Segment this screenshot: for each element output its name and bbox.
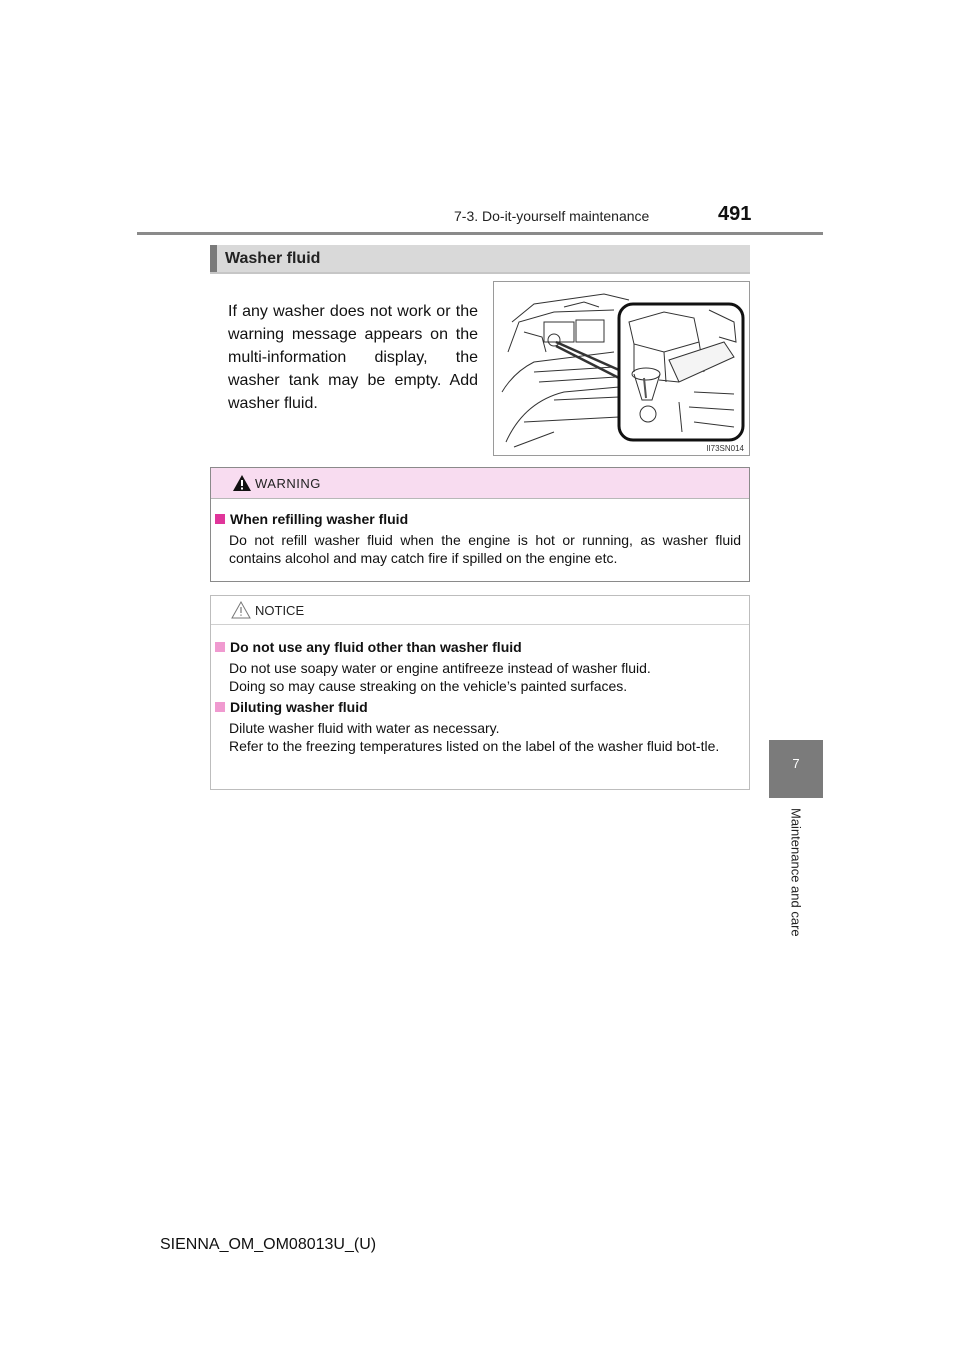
notice-box <box>210 595 750 790</box>
warning-title: WARNING <box>255 476 321 491</box>
washer-fluid-illustration <box>493 281 750 456</box>
square-bullet-icon <box>215 702 225 712</box>
notice-header-divider <box>211 624 749 625</box>
header-rule <box>137 232 823 235</box>
notice-item-text <box>229 719 741 755</box>
section-heading-marker <box>210 245 217 272</box>
notice-item-heading-text: Diluting washer fluid <box>230 699 368 715</box>
document-code: SIENNA_OM_OM08013U_(U) <box>160 1236 377 1253</box>
warning-box <box>210 467 750 582</box>
warning-item-heading-text: When refilling washer fluid <box>230 511 409 527</box>
chapter-label-wrap <box>769 808 823 958</box>
chapter-tab <box>769 740 823 798</box>
section-body-text: If any washer does not work or the warning message appears on the multi-information display, the washer tank may be empty. Add washer fluid. <box>228 303 478 412</box>
notice-item-heading <box>215 639 522 655</box>
notice-item-line: Refer to the freezing temperatures listed on the label of the washer fluid bot-tle. <box>229 738 720 754</box>
square-bullet-icon <box>215 514 225 524</box>
notice-title: NOTICE <box>255 603 305 618</box>
illustration-code: II73SN014 <box>706 444 744 453</box>
notice-triangle-icon <box>231 601 251 619</box>
warning-triangle-icon <box>233 475 251 491</box>
warning-header <box>211 468 749 499</box>
square-bullet-icon <box>215 642 225 652</box>
section-heading <box>210 245 750 274</box>
notice-item-line: Dilute washer fluid with water as necessary. <box>229 720 500 736</box>
notice-item-text <box>229 659 741 695</box>
notice-item-line: Doing so may cause streaking on the vehicle’s painted surfaces. <box>229 678 628 694</box>
warning-item-text: Do not refill washer fluid when the engine is hot or running, as washer fluid contains alcohol and may catch fire if spilled on the engine etc. <box>229 532 741 566</box>
page-number: 491 <box>718 203 752 225</box>
chapter-title: Maintenance and care <box>788 808 804 937</box>
chapter-number: 7 <box>792 756 800 771</box>
notice-item-line: Do not use soapy water or engine antifreeze instead of washer fluid. <box>229 660 651 676</box>
engine-bay-drawing <box>494 282 749 455</box>
notice-item-heading <box>215 699 368 715</box>
section-title: Washer fluid <box>225 250 321 267</box>
warning-item-heading <box>215 511 408 527</box>
notice-item-heading-text: Do not use any fluid other than washer fluid <box>230 639 522 655</box>
running-header-section: 7-3. Do-it-yourself maintenance <box>454 208 650 224</box>
